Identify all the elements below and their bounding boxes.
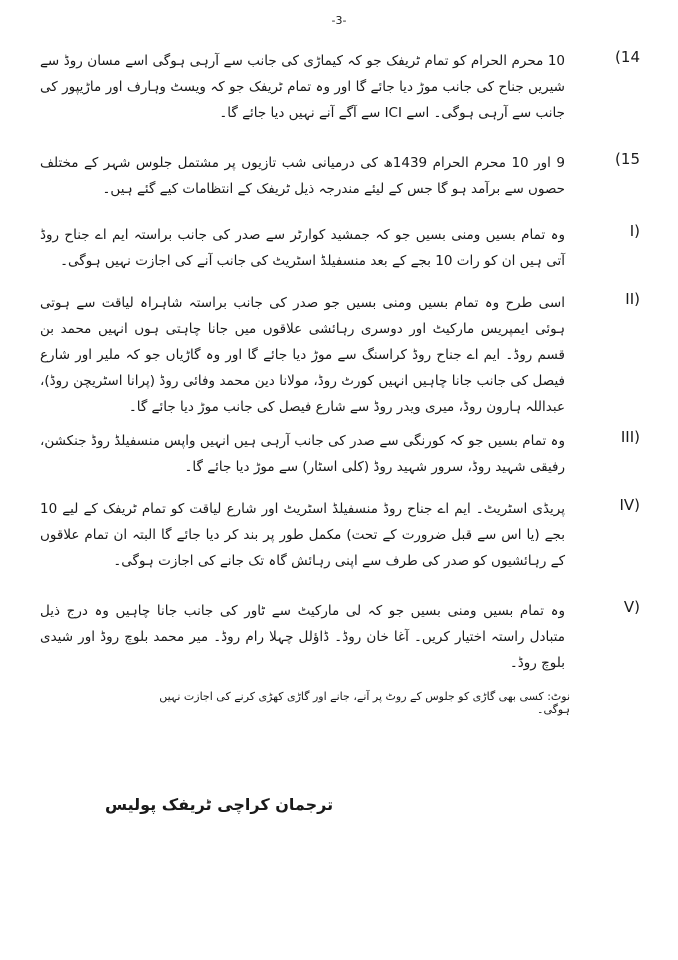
item-text: وہ تمام بسیں ومنی بسیں جو کہ جمشید کوارٹر سے صدر کی جانب براستہ ایم اے جناح روڈ آتی ہیں ان کو رات 10 بجے کے بعد منسفیلڈ اسٹریٹ کی جانب آنے کی اجازت نہیں ہوگی۔ [40, 227, 565, 269]
item-V [40, 598, 640, 676]
item-I [40, 222, 640, 274]
note: نوٹ: کسی بھی گاڑی کو جلوس کے روٹ پر آنے، جانے اور گاڑی کھڑی کرنے کی اجازت نہیں ہوگی۔ [159, 690, 570, 716]
item-15 [40, 150, 640, 202]
signature: ترجمان کراچی ٹریفک پولیس [105, 795, 334, 814]
item-number: V) [623, 598, 640, 616]
item-body [40, 222, 640, 274]
item-14 [40, 48, 640, 126]
item-body [40, 598, 640, 676]
item-number: (14 [615, 48, 640, 66]
item-number: IV) [619, 496, 640, 514]
item-number: III) [620, 428, 640, 446]
item-body [40, 428, 640, 480]
page-number: -3- [331, 14, 347, 27]
item-text: وہ تمام بسیں ومنی بسیں جو کہ لی مارکیٹ سے ٹاور کی جانب جانا چاہیں وہ درج ذیل متبادل راستہ اختیار کریں۔ آغا خان روڈ۔ ڈاؤلل چہلا رام روڈ۔ میر محمد بلوچ روڈ اور شیدی بلوچ روڈ۔ [40, 603, 565, 671]
item-text: وہ تمام بسیں جو کہ کورنگی سے صدر کی جانب آرہی ہیں انہیں واپس منسفیلڈ روڈ جنکشن، رفیقی شہید روڈ، سرور شہید روڈ (کلی اسٹار) سے موڑ دیا جائے گا۔ [40, 433, 565, 475]
item-IV [40, 496, 640, 574]
item-body [40, 150, 640, 202]
item-body [40, 496, 640, 574]
item-number: I) [629, 222, 640, 240]
item-body [40, 290, 640, 420]
item-II [40, 290, 640, 420]
item-text: 9 اور 10 محرم الحرام 1439ھ کی درمیانی شب تازیوں پر مشتمل جلوس شہر کے مختلف حصوں سے برآمد ہو گا جس کے لیئے مندرجہ ذیل ٹریفک کے انتظامات کیے گئے ہیں۔ [40, 155, 565, 197]
item-text: پریڈی اسٹریٹ۔ ایم اے جناح روڈ منسفیلڈ اسٹریٹ اور شارع لیاقت کو تمام ٹریفک کے لیے 10 بجے (یا اس سے قبل ضرورت کے تحت) مکمل طور پر بند کر دیا جائے گا البتہ ان تمام علاقوں کے رہائشیوں کو صدر کی طرف سے اپنی رہائش گاہ تک جانے کی اجازت ہوگی۔ [40, 501, 565, 569]
item-text: اسی طرح وہ تمام بسیں ومنی بسیں جو صدر کی جانب براستہ شاہراہ لیاقت سے ہوتی ہوئی ایمپریس مارکیٹ اور دوسری رہائشی علاقوں میں جانا چاہتی ہوں انہیں محمد بن قسم روڈ۔ ایم اے جناح روڈ کراسنگ سے موڑ دیا جائے گا اور وہ گاڑیاں جو کہ ملیر اور شارع فیصل کی جانب جانا چاہیں انہیں کورٹ روڈ، مولانا دین محمد وفائی روڈ (پرانا اسٹریچن روڈ)، عبداللہ ہارون روڈ، میری ویدر روڈ سے شارع فیصل کی جانب موڑ دیا جائے گا۔ [40, 295, 565, 415]
item-number: II) [625, 290, 640, 308]
item-number: (15 [615, 150, 640, 168]
item-III [40, 428, 640, 480]
item-body [40, 48, 640, 126]
item-text: 10 محرم الحرام کو تمام ٹریفک جو کہ کیماڑی کی جانب سے آرہی ہوگی اسے مسان روڈ سے شیریں جناح کی جانب موڑ دیا جائے گا اور وہ تمام ٹریفک جو کہ ویسٹ وہارف اور ماڑیپور کی جانب سے آرہی ہوگی۔ اسے ICI سے آگے آنے نہیں دیا جائے گا۔ [40, 53, 565, 121]
